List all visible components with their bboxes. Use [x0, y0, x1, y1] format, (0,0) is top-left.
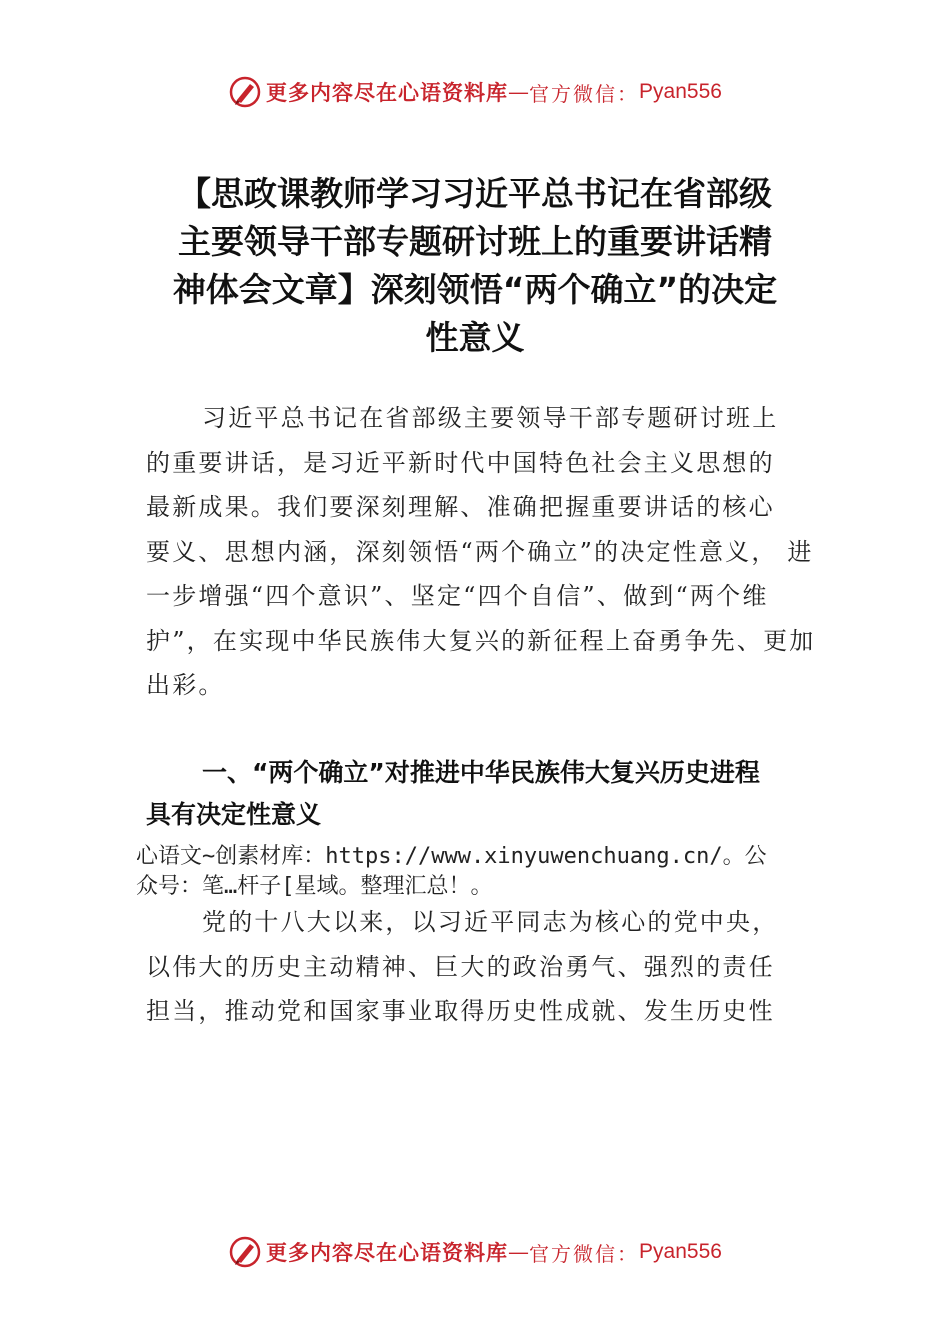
- paragraph-line: 以伟大的历史主动精神、巨大的政治勇气、强烈的责任: [146, 952, 775, 981]
- paragraph-line: 一步增强“四个意识”、坚定“四个自信”、做到“两个维: [146, 582, 769, 610]
- paragraph-line: 出彩。: [146, 671, 225, 699]
- banner-text: 更多内容尽在心语资料库: [266, 80, 509, 105]
- header-banner: [0, 70, 950, 114]
- heading-line: 一、“两个确立”对推进中华民族伟大复兴历史进程: [202, 758, 760, 787]
- banner-separator: —: [508, 80, 530, 104]
- paragraph-line: 党的十八大以来，以习近平同志为核心的党中央，: [202, 908, 779, 936]
- paragraph-line: 最新成果。我们要深刻理解、准确把握重要讲话的核心: [146, 493, 775, 521]
- paragraph-line: 护”，在实现中华民族伟大复兴的新征程上奋勇争先、更加: [146, 626, 816, 655]
- title-line: 【思政课教师学习习近平总书记在省部级: [178, 174, 772, 213]
- title-line: 主要领导干部专题研讨班上的重要讲话精: [178, 222, 772, 261]
- banner-separator: —: [508, 1240, 530, 1264]
- banner-wechat-id: Pyan556: [639, 80, 722, 103]
- section-heading: [146, 752, 846, 836]
- document-title: [130, 170, 820, 362]
- banner-wechat-label: 官方微信：: [529, 1241, 640, 1266]
- heading-line: 具有决定性意义: [146, 800, 322, 829]
- pen-logo-icon: [228, 1235, 262, 1269]
- banner-wechat-id: Pyan556: [639, 1240, 722, 1263]
- intro-paragraph: [146, 396, 836, 708]
- paragraph-line: 的重要讲话，是习近平新时代中国特色社会主义思想的: [146, 448, 775, 477]
- paragraph-line: 习近平总书记在省部级主要领导干部专题研讨班上: [202, 404, 779, 432]
- banner-text: 更多内容尽在心语资料库: [266, 1240, 509, 1265]
- footer-banner: [0, 1230, 950, 1274]
- source-line: 心语文~创素材库：https://www.xinyuwenchuang.cn/。公: [136, 844, 767, 869]
- source-line: 众号：笔…杆子[星域。整理汇总！。: [136, 874, 493, 899]
- source-note: [136, 842, 836, 902]
- title-line: 神体会文章】深刻领悟“两个确立”的决定: [172, 270, 778, 309]
- banner-wechat-label: 官方微信：: [529, 81, 640, 106]
- pen-logo-icon: [228, 75, 262, 109]
- paragraph-line: 担当，推动党和国家事业取得历史性成就、发生历史性: [146, 997, 775, 1025]
- paragraph-line: 要义、思想内涵，深刻领悟“两个确立”的决定性意义， 进: [146, 537, 814, 566]
- title-line: 性意义: [425, 318, 525, 357]
- body-paragraph: [146, 900, 836, 1034]
